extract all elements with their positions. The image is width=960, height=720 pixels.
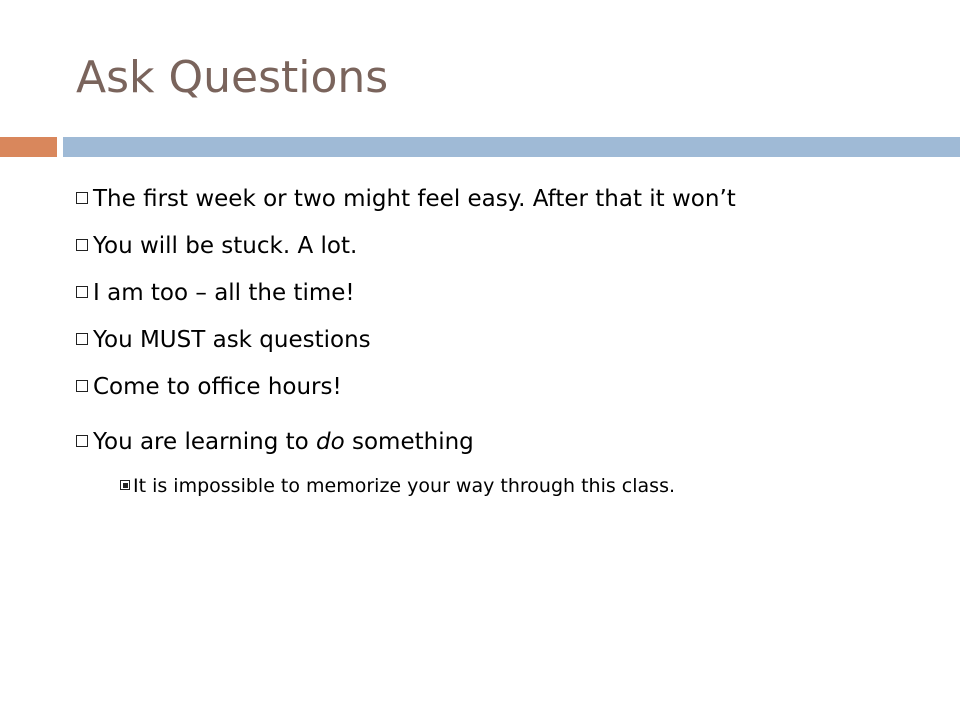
filled-square-bullet-icon xyxy=(120,480,130,490)
bullet-item xyxy=(76,364,906,411)
bullet-text-start: You are learning to xyxy=(93,429,317,455)
hollow-square-bullet-icon xyxy=(76,192,88,204)
hollow-square-bullet-icon xyxy=(76,333,88,345)
hollow-square-bullet-icon xyxy=(76,239,88,251)
hollow-square-bullet-icon xyxy=(76,286,88,298)
hollow-square-bullet-icon xyxy=(76,435,88,447)
sub-bullet-item xyxy=(120,466,906,506)
bullet-item xyxy=(76,223,906,270)
title-underline-bar xyxy=(63,137,960,157)
bullet-text-end: something xyxy=(344,429,474,455)
bullet-item xyxy=(76,176,906,223)
bullet-text: You MUST ask questions xyxy=(93,327,371,353)
sub-bullet-text: It is impossible to memorize your way through this class. xyxy=(133,475,676,497)
bullet-text-emphasis: do xyxy=(316,429,345,455)
bullet-item xyxy=(76,419,906,466)
title-accent-bar xyxy=(0,137,57,157)
bullet-list xyxy=(76,176,906,506)
slide-title: Ask Questions xyxy=(76,52,389,103)
bullet-item xyxy=(76,317,906,364)
bullet-text: Come to office hours! xyxy=(93,374,342,400)
bullet-text: I am too – all the time! xyxy=(93,280,355,306)
hollow-square-bullet-icon xyxy=(76,380,88,392)
bullet-item xyxy=(76,270,906,317)
bullet-text: You will be stuck. A lot. xyxy=(93,233,358,259)
bullet-text: The first week or two might feel easy. After that it won’t xyxy=(93,186,736,212)
